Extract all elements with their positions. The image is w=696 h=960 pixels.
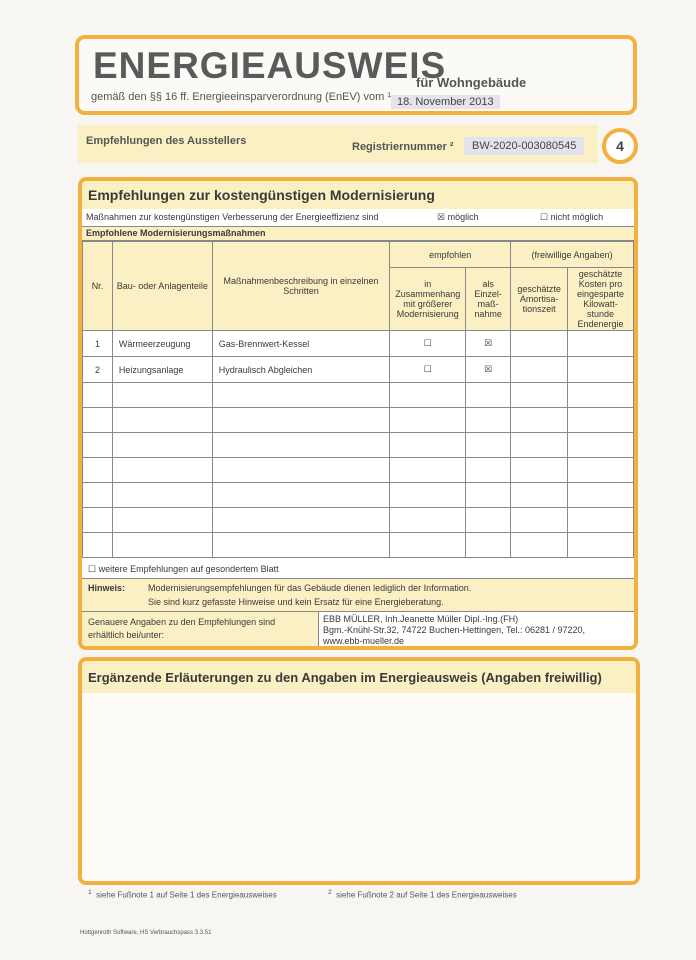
empty-cell	[83, 533, 113, 558]
cell-part: Wärmeerzeugung	[112, 331, 212, 357]
empty-cell	[390, 458, 466, 483]
empty-cell	[390, 383, 466, 408]
section-bar	[78, 125, 598, 163]
empty-cell	[466, 383, 511, 408]
empty-cell	[390, 533, 466, 558]
cell-nr: 2	[83, 357, 113, 383]
registration-number: BW-2020-003080545	[464, 137, 584, 155]
empty-cell	[568, 383, 634, 408]
checkbox-als[interactable]: ☒	[466, 357, 511, 383]
table-row-empty	[83, 408, 634, 433]
empty-cell	[390, 433, 466, 458]
empty-cell	[466, 433, 511, 458]
contact-name: EBB MÜLLER, Inh.Jeanette Müller Dipl.-Ing.(FH)	[323, 614, 519, 624]
table-row	[83, 331, 634, 357]
page-number: 4	[602, 128, 638, 164]
not-possible-label: nicht möglich	[550, 212, 604, 222]
empty-cell	[212, 533, 390, 558]
footnote-2: $^2$ siehe Fußnote 2 auf Seite 1 des Energieausweises	[328, 889, 517, 900]
empty-cell	[83, 458, 113, 483]
document-title: ENERGIEAUSWEIS	[93, 45, 447, 86]
empty-cell	[83, 483, 113, 508]
hint-line-1: Modernisierungsempfehlungen für das Gebäude dienen lediglich der Information.	[148, 583, 472, 593]
document-scope: für Wohngebäude	[416, 75, 527, 90]
hint-row	[82, 579, 634, 612]
possible-label: möglich	[447, 212, 479, 222]
checkbox-in[interactable]: ☐	[390, 357, 466, 383]
empty-cell	[511, 458, 568, 483]
section-label: Empfehlungen des Ausstellers	[86, 135, 247, 147]
empty-cell	[511, 508, 568, 533]
empty-cell	[511, 433, 568, 458]
hint-line-2: Sie sind kurz gefasste Hinweise und kein Ersatz für eine Energieberatung.	[148, 597, 444, 607]
empty-cell	[466, 508, 511, 533]
empty-cell	[466, 533, 511, 558]
checkbox-als[interactable]: ☒	[466, 331, 511, 357]
col-in: in Zusammenhang mit größerer Modernisierung	[390, 268, 466, 331]
contact-details	[318, 612, 634, 650]
empty-cell	[568, 508, 634, 533]
empty-cell	[568, 483, 634, 508]
hint-label: Hinweis:	[88, 583, 126, 593]
col-amort: geschätzte Amortisa-tionszeit	[511, 268, 568, 331]
empty-cell	[390, 483, 466, 508]
contact-label: Genauere Angaben zu den Empfehlungen sind erhältlich bei/unter:	[88, 617, 276, 640]
measures-table	[82, 241, 634, 558]
empty-cell	[568, 533, 634, 558]
table-row-empty	[83, 383, 634, 408]
empty-cell	[112, 533, 212, 558]
additional-notes-box	[78, 657, 640, 885]
cell-desc: Hydraulisch Abgleichen	[212, 357, 390, 383]
cell-desc: Gas-Brennwert-Kessel	[212, 331, 390, 357]
col-part: Bau- oder Anlagenteile	[112, 242, 212, 331]
contact-address: Bgm.-Knühl-Str.32, 74722 Buchen-Hettingen, Tel.: 06281 / 97220,	[323, 625, 586, 635]
table-row-empty	[83, 508, 634, 533]
empty-cell	[511, 483, 568, 508]
checkbox-in[interactable]: ☐	[390, 331, 466, 357]
contact-website[interactable]: www.ebb-mueller.de	[323, 636, 405, 646]
additional-notes-title: Ergänzende Erläuterungen zu den Angaben im Energieausweis (Angaben freiwillig)	[82, 661, 636, 693]
empty-cell	[83, 383, 113, 408]
cell-kosten	[568, 331, 634, 357]
col-empfohlen: empfohlen	[390, 242, 511, 268]
checkbox-not-possible[interactable]: ☐ nicht möglich	[540, 212, 604, 222]
col-freiwillig: (freiwillige Angaben)	[511, 242, 634, 268]
table-row-empty	[83, 533, 634, 558]
title-box	[75, 35, 637, 115]
empty-cell	[212, 383, 390, 408]
empty-cell	[83, 433, 113, 458]
empty-cell	[511, 408, 568, 433]
col-kosten: geschätzte Kosten pro eingesparte Kilowatt-stunde Endenergie	[568, 268, 634, 331]
empty-cell	[390, 408, 466, 433]
empty-cell	[212, 458, 390, 483]
table-row-empty	[83, 458, 634, 483]
col-nr: Nr.	[83, 242, 113, 331]
possibility-text: Maßnahmen zur kostengünstigen Verbesserung der Energieeffizienz sind	[86, 212, 379, 222]
empty-cell	[390, 508, 466, 533]
table-row-empty	[83, 483, 634, 508]
empty-cell	[511, 533, 568, 558]
cell-amort	[511, 331, 568, 357]
table-row-empty	[83, 433, 634, 458]
contact-row	[82, 612, 634, 650]
legal-basis: gemäß den §§ 16 ff. Energieeinsparverordnung (EnEV) vom ¹	[91, 91, 392, 103]
registration-label: Registriernummer ²	[352, 141, 454, 153]
empty-cell	[112, 383, 212, 408]
footnote-2-text: siehe Fußnote 2 auf Seite 1 des Energieausweises	[336, 890, 517, 900]
empty-cell	[83, 408, 113, 433]
empty-cell	[212, 433, 390, 458]
empty-cell	[112, 408, 212, 433]
enev-date: 18. November 2013	[391, 95, 500, 109]
possibility-row	[82, 209, 634, 227]
cell-nr: 1	[83, 331, 113, 357]
cell-amort	[511, 357, 568, 383]
footnote-1: $^1$ siehe Fußnote 1 auf Seite 1 des Energieausweises	[88, 889, 277, 900]
software-credit: Hottgenroth Software, HS Verbrauchspass 3.3.51	[80, 930, 212, 936]
empty-cell	[112, 483, 212, 508]
empty-cell	[112, 508, 212, 533]
empty-cell	[112, 433, 212, 458]
cell-part: Heizungsanlage	[112, 357, 212, 383]
empty-cell	[568, 458, 634, 483]
empty-cell	[466, 483, 511, 508]
col-als: als Einzel-maß-nahme	[466, 268, 511, 331]
section-title: Empfehlungen zur kostengünstigen Modernisierung	[82, 181, 634, 209]
more-recommendations[interactable]: ☐ weitere Empfehlungen auf gesondertem Blatt	[82, 559, 634, 579]
empty-cell	[466, 408, 511, 433]
empty-cell	[212, 483, 390, 508]
empty-cell	[212, 508, 390, 533]
empty-cell	[83, 508, 113, 533]
footnote-1-text: siehe Fußnote 1 auf Seite 1 des Energieausweises	[96, 890, 277, 900]
col-desc: Maßnahmenbeschreibung in einzelnen Schritten	[212, 242, 390, 331]
checkbox-possible[interactable]: ☒ möglich	[437, 212, 479, 222]
cell-kosten	[568, 357, 634, 383]
empty-cell	[568, 408, 634, 433]
table-row	[83, 357, 634, 383]
recommended-heading: Empfohlene Modernisierungsmaßnahmen	[82, 227, 634, 241]
empty-cell	[511, 383, 568, 408]
empty-cell	[112, 458, 212, 483]
empty-cell	[568, 433, 634, 458]
empty-cell	[212, 408, 390, 433]
empty-cell	[466, 458, 511, 483]
recommendations-box	[78, 177, 638, 650]
